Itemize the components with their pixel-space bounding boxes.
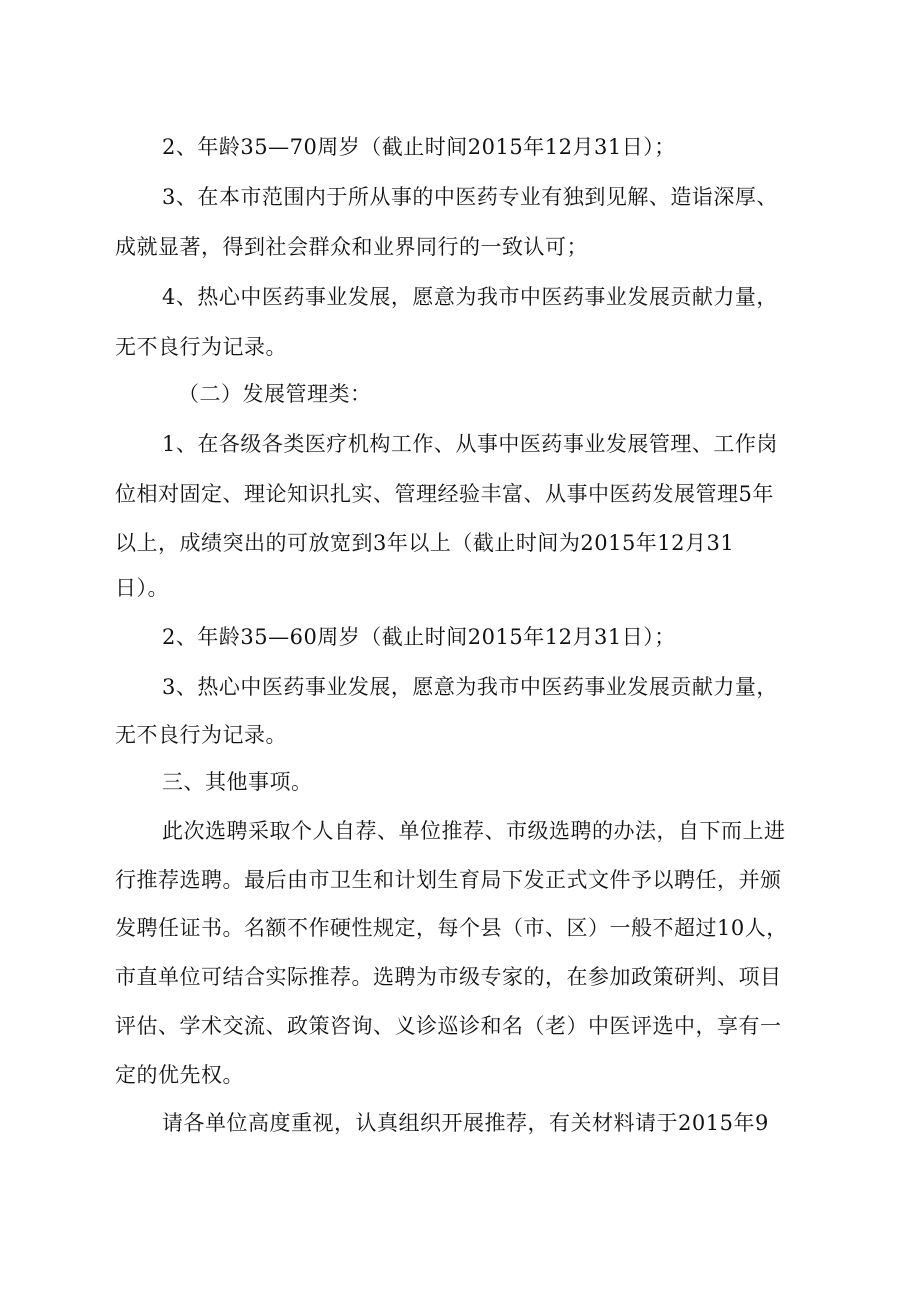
section-heading: 三、其他事项。 (162, 770, 313, 794)
text-line: 4、热心中医药事业发展，愿意为我市中医药事业发展贡献力量， (162, 285, 778, 309)
text-line: 位相对固定、理论知识扎实、管理经验丰富、从事中医药发展管理5年 (115, 482, 774, 506)
text-line: 此次选聘采取个人自荐、单位推荐、市级选聘的办法，自下而上进 (162, 819, 786, 843)
text-line: 以上，成绩突出的可放宽到3年以上（截止时间为2015年12月31 (115, 531, 735, 555)
text-line: 日）。 (115, 576, 169, 600)
text-line: 3、热心中医药事业发展，愿意为我市中医药事业发展贡献力量， (162, 675, 778, 699)
text-line: 发聘任证书。名额不作硬性规定，每个县（市、区）一般不超过10人， (115, 916, 788, 940)
text-line: 行推荐选聘。最后由市卫生和计划生育局下发正式文件予以聘任，并颁 (115, 868, 782, 892)
text-line: 无不良行为记录。 (115, 723, 287, 747)
text-line: 3、在本市范围内于所从事的中医药专业有独到见解、造诣深厚、 (162, 185, 778, 209)
text-line: 无不良行为记录。 (115, 335, 287, 359)
text-line: 市直单位可结合实际推荐。选聘为市级专家的，在参加政策研判、项目 (115, 965, 782, 989)
section-heading: （二）发展管理类： (178, 382, 372, 406)
text-line: 请各单位高度重视，认真组织开展推荐，有关材料请于2015年9 (162, 1111, 769, 1135)
text-line: 评估、学术交流、政策咨询、义诊巡诊和名（老）中医评选中，享有一 (115, 1014, 782, 1038)
text-line: 定的优先权。 (115, 1063, 244, 1087)
text-line: 2、年龄35—70周岁（截止时间2015年12月31日）； (162, 135, 676, 159)
text-line: 成就显著，得到社会群众和业界同行的一致认可； (115, 235, 588, 259)
text-line: 2、年龄35—60周岁（截止时间2015年12月31日）； (162, 625, 676, 649)
text-line: 1、在各级各类医疗机构工作、从事中医药事业发展管理、工作岗 (162, 432, 778, 456)
